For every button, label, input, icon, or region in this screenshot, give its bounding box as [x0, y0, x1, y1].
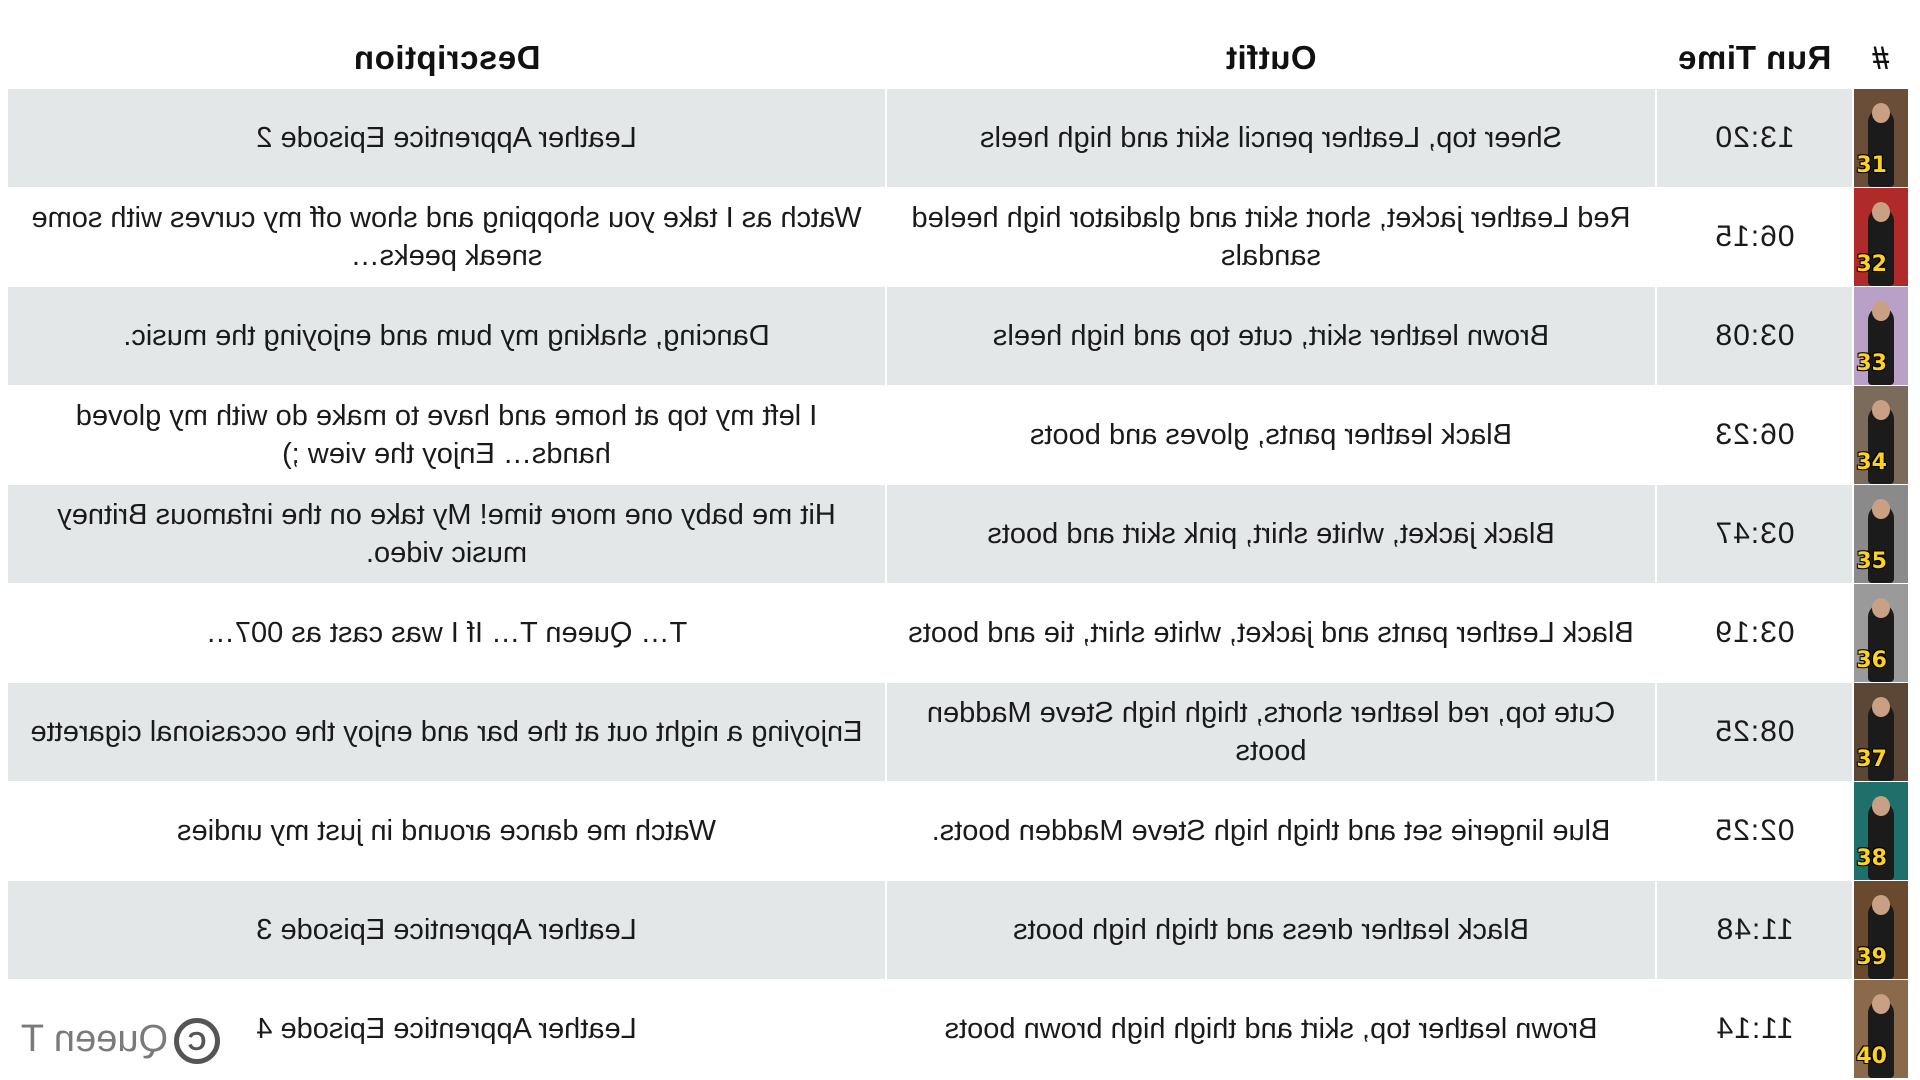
run-time-cell: 06:23	[1656, 386, 1853, 485]
figure-head	[1872, 499, 1890, 519]
episode-number-badge: 31	[1856, 153, 1887, 178]
episode-number-badge: 35	[1856, 549, 1887, 574]
watermark-text: Queen T	[20, 1018, 168, 1061]
description-cell: Dancing, shaking my bum and enjoying the music.	[8, 287, 886, 386]
run-time-cell: 02:25	[1656, 782, 1853, 881]
description-cell: Leather Apprentice Episode 2	[8, 89, 886, 188]
outfit-cell: Red Leather jacket, short skirt and gladiator high heeled sandals	[886, 188, 1656, 287]
run-time-cell: 06:15	[1656, 188, 1853, 287]
figure-head	[1872, 796, 1890, 816]
column-header-run-time: Run Time	[1677, 39, 1832, 76]
description-cell: Hit me baby one more time! My take on the infamous Britney music video.	[8, 485, 886, 584]
table-row[interactable]	[8, 980, 1908, 1079]
video-thumbnail[interactable]	[1854, 386, 1908, 484]
thumbnail-cell[interactable]	[1853, 980, 1908, 1079]
description-cell: Enjoying a night out at the bar and enjoy the occasional cigarette	[8, 683, 886, 782]
outfit-cell: Cute top, red leather shorts, thigh high Steve Madden boots	[886, 683, 1656, 782]
video-thumbnail[interactable]	[1854, 287, 1908, 385]
video-thumbnail[interactable]	[1854, 683, 1908, 781]
table-row[interactable]	[8, 881, 1908, 980]
figure-head	[1872, 895, 1890, 915]
run-time-cell: 03:08	[1656, 287, 1853, 386]
outfit-cell: Blue lingerie set and thigh high Steve Madden boots.	[886, 782, 1656, 881]
video-thumbnail[interactable]	[1854, 188, 1908, 286]
run-time-cell: 03:47	[1656, 485, 1853, 584]
outfit-cell: Black Leather pants and jacket, white shirt, tie and boots	[886, 584, 1656, 683]
watermark	[21, 1018, 220, 1064]
description-cell: Watch me dance around in just my undies	[8, 782, 886, 881]
episode-number-badge: 32	[1856, 252, 1887, 277]
table-row[interactable]	[8, 89, 1908, 188]
episode-number-badge: 37	[1856, 747, 1887, 772]
thumbnail-cell[interactable]	[1853, 683, 1908, 782]
run-time-cell: 13:20	[1656, 89, 1853, 188]
outfit-cell: Black jacket, white shirt, pink skirt and boots	[886, 485, 1656, 584]
table-row[interactable]	[8, 782, 1908, 881]
episode-number-badge: 39	[1856, 945, 1887, 970]
outfit-cell: Brown leather skirt, cute top and high heels	[886, 287, 1656, 386]
table-row[interactable]	[8, 683, 1908, 782]
table-row[interactable]	[8, 188, 1908, 287]
run-time-cell: 08:25	[1656, 683, 1853, 782]
thumbnail-cell[interactable]	[1853, 485, 1908, 584]
video-catalog-table	[8, 28, 1908, 1078]
description-cell: I left my top at home and have to make do with my gloved hands… Enjoy the view ;)	[8, 386, 886, 485]
figure-head	[1872, 697, 1890, 717]
video-thumbnail[interactable]	[1854, 980, 1908, 1078]
thumbnail-cell[interactable]	[1853, 881, 1908, 980]
description-cell: T… Queen T… If I was cast as 007…	[8, 584, 886, 683]
thumbnail-cell[interactable]	[1853, 584, 1908, 683]
video-thumbnail[interactable]	[1854, 881, 1908, 979]
figure-head	[1872, 400, 1890, 420]
outfit-cell: Black leather pants, gloves and boots	[886, 386, 1656, 485]
outfit-cell: Sheer top, Leather pencil skirt and high heels	[886, 89, 1656, 188]
header-row	[8, 28, 1908, 89]
run-time-cell: 11:48	[1656, 881, 1853, 980]
video-thumbnail[interactable]	[1854, 485, 1908, 583]
table-row[interactable]	[8, 485, 1908, 584]
video-thumbnail[interactable]	[1854, 782, 1908, 880]
outfit-cell: Brown leather top, skirt and thigh high brown boots	[886, 980, 1656, 1079]
thumbnail-cell[interactable]	[1853, 188, 1908, 287]
copyright-icon: C	[174, 1018, 220, 1064]
description-cell: Watch as I take you shopping and show off my curves with some sneak peeks…	[8, 188, 886, 287]
episode-number-badge: 40	[1856, 1044, 1887, 1069]
episode-number-badge: 38	[1856, 846, 1887, 871]
column-header-outfit: Outfit	[1225, 39, 1317, 76]
video-thumbnail[interactable]	[1854, 89, 1908, 187]
column-header-description: Description	[353, 39, 541, 76]
episode-number-badge: 33	[1856, 351, 1887, 376]
thumbnail-cell[interactable]	[1853, 287, 1908, 386]
table-row[interactable]	[8, 584, 1908, 683]
figure-head	[1872, 301, 1890, 321]
figure-head	[1872, 994, 1890, 1014]
column-header-number: #	[1871, 39, 1890, 76]
run-time-cell: 11:14	[1656, 980, 1853, 1079]
description-cell: Leather Apprentice Episode 4	[8, 980, 886, 1079]
table-row[interactable]	[8, 386, 1908, 485]
thumbnail-cell[interactable]	[1853, 782, 1908, 881]
thumbnail-cell[interactable]	[1853, 386, 1908, 485]
figure-head	[1872, 202, 1890, 222]
episode-number-badge: 36	[1856, 648, 1887, 673]
table-row[interactable]	[8, 287, 1908, 386]
description-cell: Leather Apprentice Episode 3	[8, 881, 886, 980]
episode-number-badge: 34	[1856, 450, 1887, 475]
figure-head	[1872, 598, 1890, 618]
thumbnail-cell[interactable]	[1853, 89, 1908, 188]
figure-head	[1872, 103, 1890, 123]
run-time-cell: 03:19	[1656, 584, 1853, 683]
video-thumbnail[interactable]	[1854, 584, 1908, 682]
outfit-cell: Black leather dress and thigh high boots	[886, 881, 1656, 980]
